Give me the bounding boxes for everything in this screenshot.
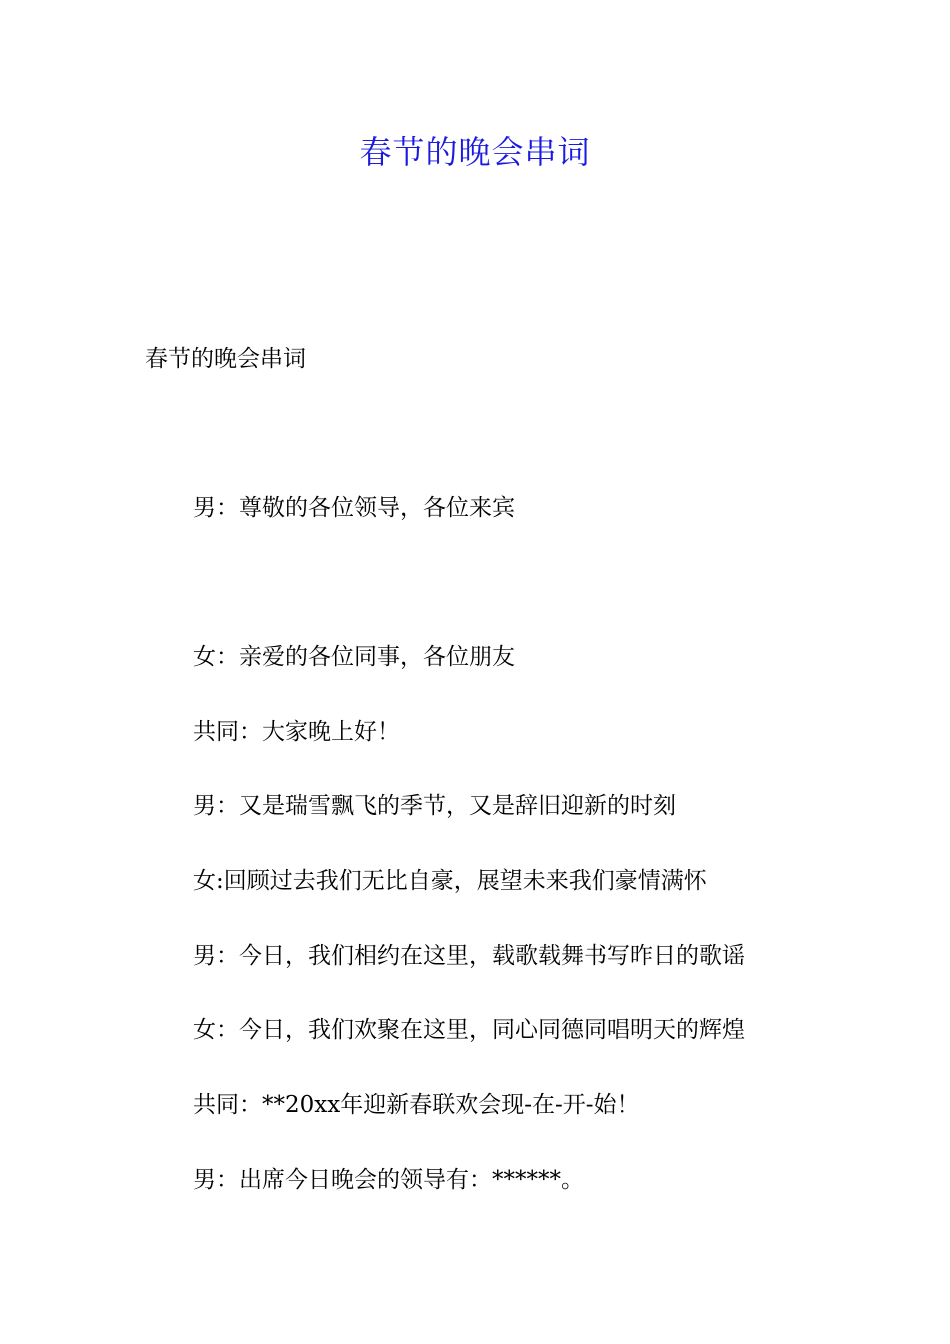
script-line: 男：尊敬的各位领导，各位来宾 (193, 495, 515, 521)
document-subtitle: 春节的晚会串词 (145, 346, 306, 372)
script-line: 共同：**20xx年迎新春联欢会现-在-开-始！ (193, 1092, 640, 1118)
script-line: 女：今日，我们欢聚在这里，同心同德同唱明天的辉煌 (193, 1017, 745, 1043)
script-line: 男：又是瑞雪飘飞的季节，又是辞旧迎新的时刻 (193, 793, 676, 819)
script-line: 女:回顾过去我们无比自豪，展望未来我们豪情满怀 (193, 868, 707, 894)
script-line: 共同：大家晚上好！ (193, 719, 400, 745)
script-line: 男：今日，我们相约在这里，载歌载舞书写昨日的歌谣 (193, 943, 745, 969)
script-line: 男：出席今日晚会的领导有：******。 (193, 1167, 584, 1193)
document-title: 春节的晚会串词 (359, 133, 591, 171)
script-line: 女：亲爱的各位同事，各位朋友 (193, 644, 515, 670)
